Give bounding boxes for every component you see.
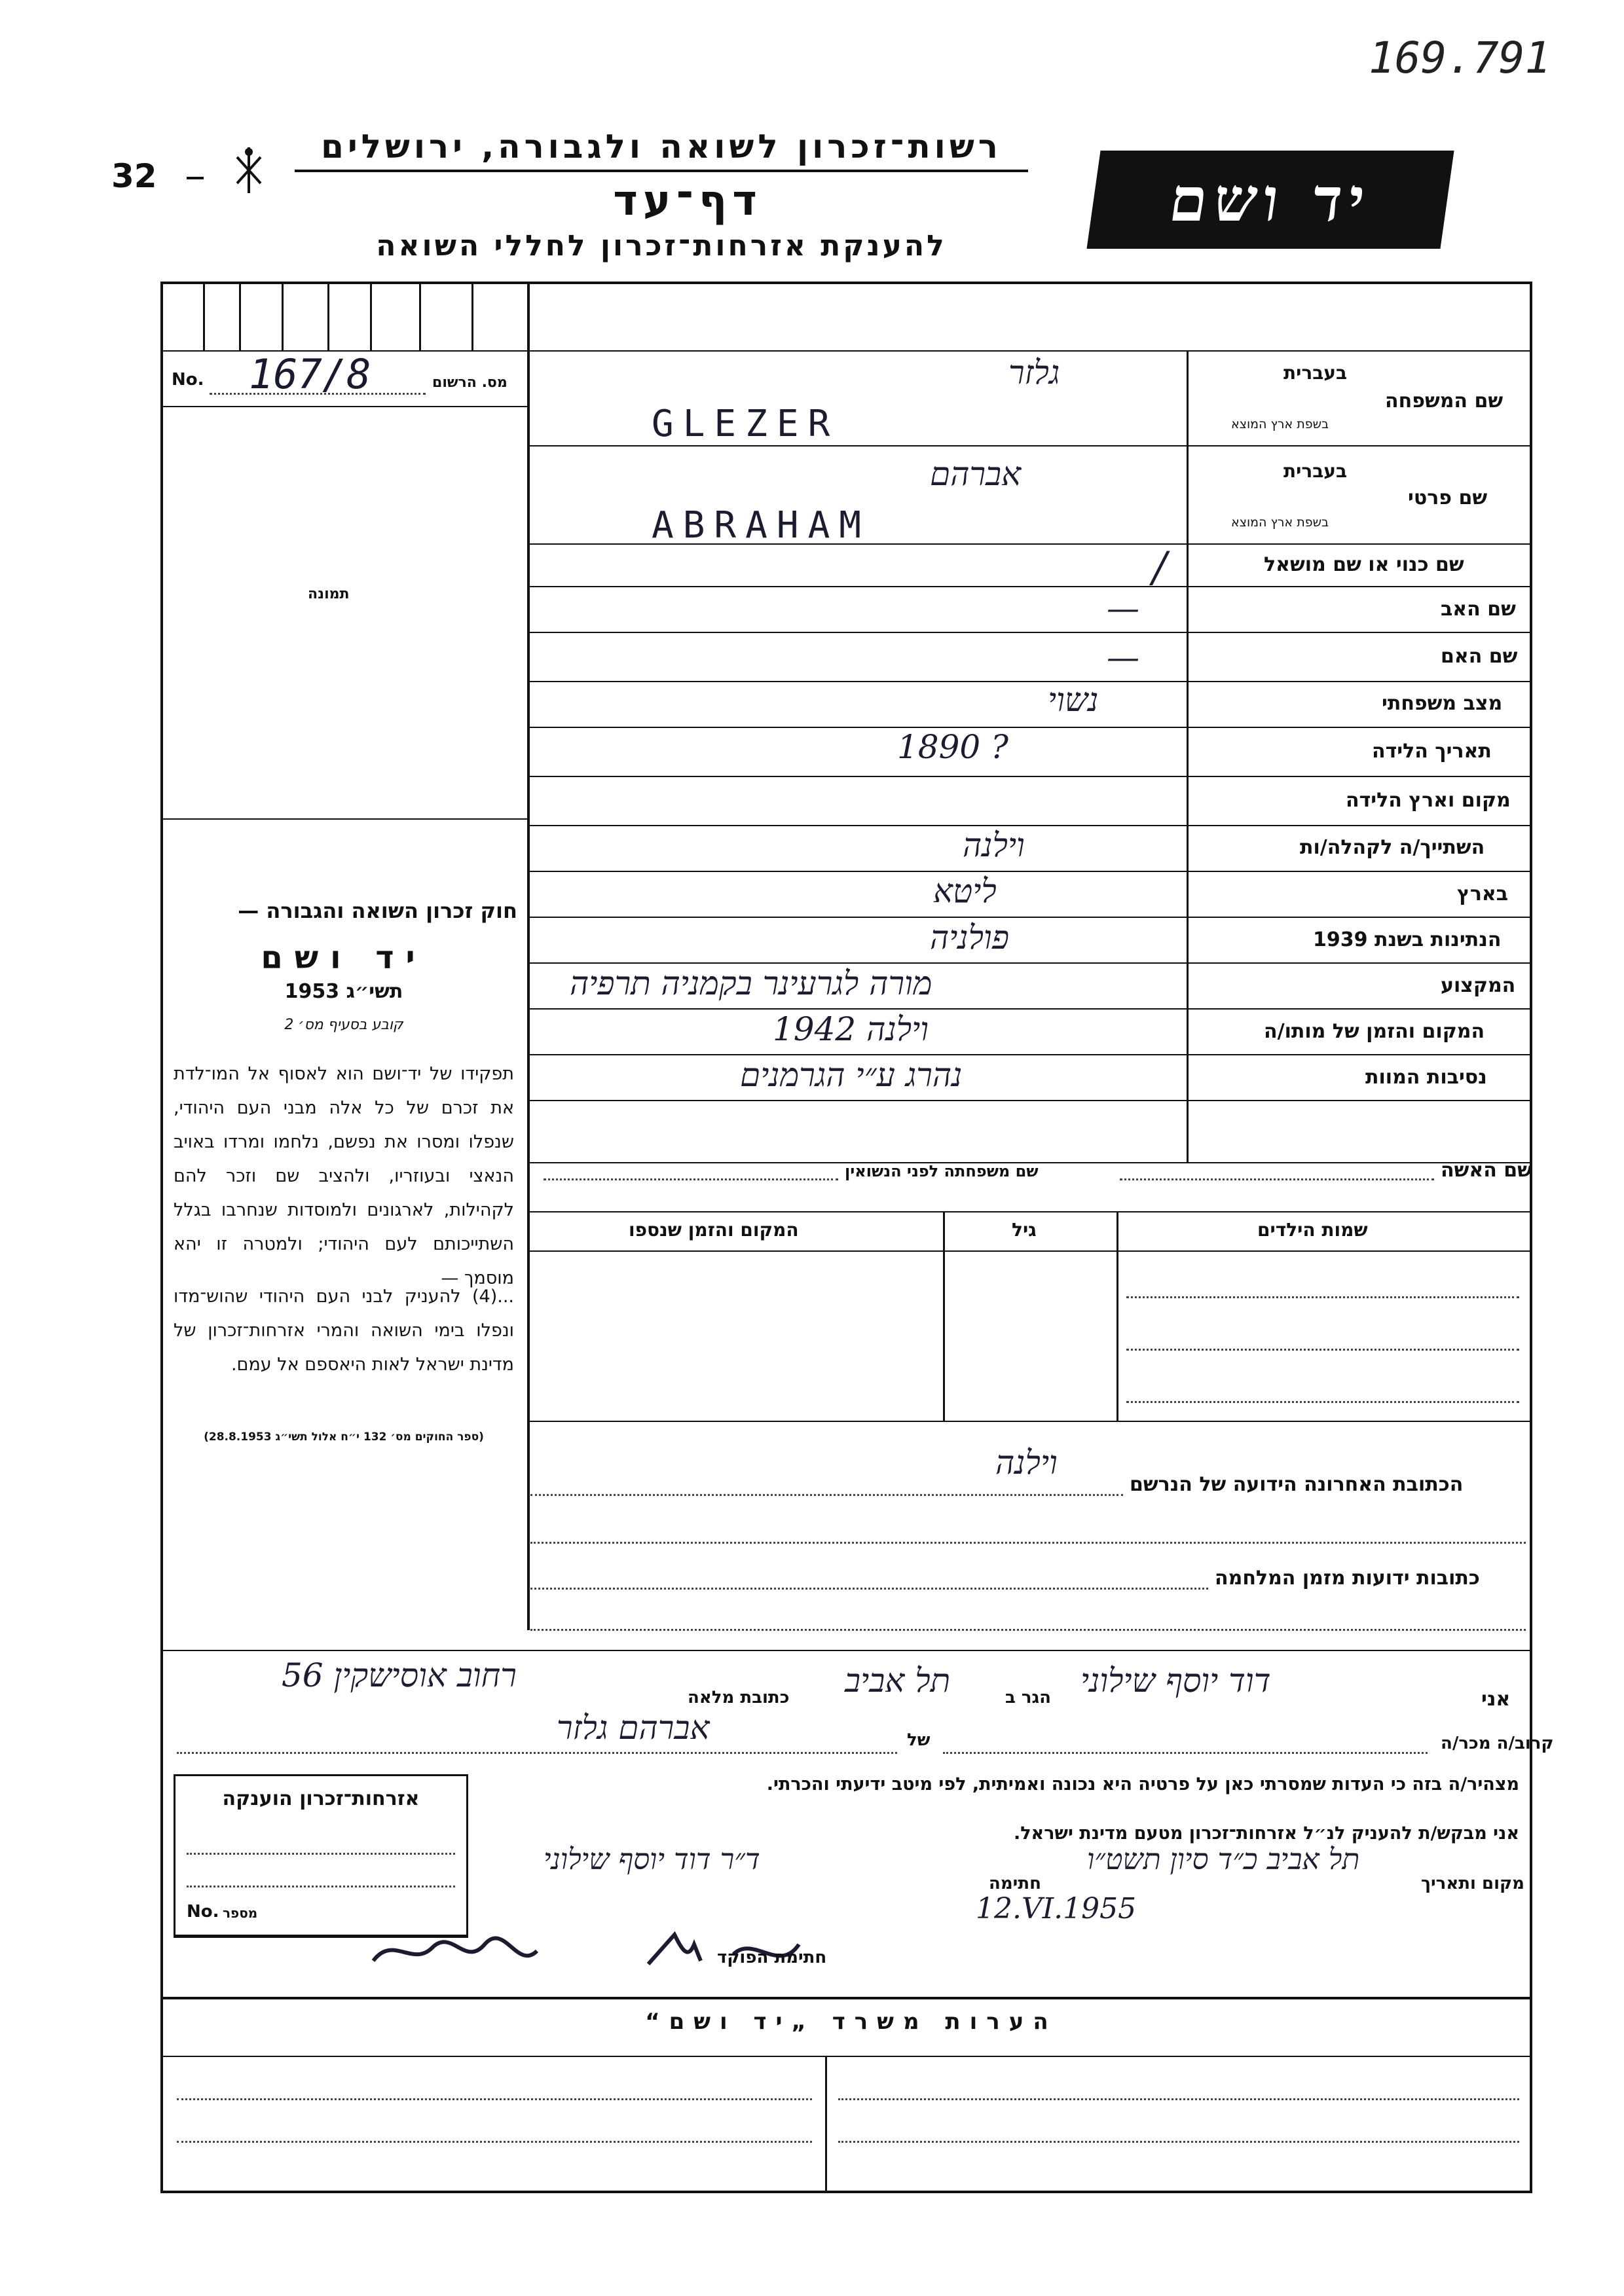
table-row (1126, 1296, 1519, 1298)
birth-date-value: 1890 ? (897, 728, 1008, 766)
marital-status-value: נשוי (1048, 681, 1099, 719)
declaration-text: מצהיר/ה בזה כי העדות שמסרתי כאן על פרטיה היא נכונה ואמיתית, לפי מיטב ידיעתי והכרתי. (766, 1774, 1519, 1795)
of-label: של (907, 1730, 931, 1750)
request-text: אני מבקש/ת להעניק לנ״ל אזרחות־זכרון מטעם מדינת ישראל. (1013, 1823, 1519, 1844)
first-name-latin-value: ABRAHAM (652, 504, 871, 547)
family-name-label: שם המשפחה (1385, 390, 1504, 412)
country-value: ליטא (933, 872, 997, 910)
law-title: חוק זכרון השואה והגבורה — (238, 898, 517, 923)
photo-label: תמונה (308, 586, 350, 602)
birth-date-label: תאריך הלידה (1372, 740, 1492, 763)
signature-label: חתימה (989, 1874, 1041, 1893)
death-place-time-value: וילנה 1942 (773, 1010, 929, 1048)
registration-no-label: No. (172, 370, 204, 390)
declarant-city: תל אביב (845, 1662, 951, 1700)
profession-value: מורה לגרעינר בקמניה תרפיה (570, 964, 932, 1002)
page-mark: 32 (111, 157, 157, 195)
law-source: (ספר החוקים מס׳ 132 י״ח אלול תשי״ג 28.8.1953) (204, 1430, 484, 1444)
community-value: וילנה (963, 826, 1025, 864)
law-name: יד ושם (261, 939, 427, 976)
war-addresses-label: כתובות ידועות מזמן המלחמה (1215, 1567, 1480, 1590)
wife-name-label: שם האשה (1441, 1159, 1532, 1182)
law-year: תשי״ג 1953 (284, 980, 403, 1003)
first-name-label: שם פרטי (1408, 486, 1488, 509)
gregorian-date: 12.VI.1955 (976, 1892, 1137, 1925)
law-paragraph-2: ...(4) להעניק לבני העם היהודי שהוש־מדו ונפלו בימי השואה והמרי אזרחות־זכרון של מדינת ישראל לאות היאספם אל עמם. (174, 1286, 514, 1375)
page-mark-dash (187, 177, 204, 179)
grant-no-label: No. (187, 1902, 219, 1922)
officer-signature-label: חתימת הפוקד (717, 1948, 827, 1967)
grant-num-label: מספר (223, 1905, 258, 1921)
community-label: השתייך/ה לקהלה/ות (1300, 836, 1485, 859)
mother-name-value: — (1107, 638, 1139, 676)
family-name-latin-value: GLEZER (652, 403, 840, 445)
country-label: בארץ (1457, 883, 1509, 905)
mother-name-label: שם האם (1441, 645, 1518, 668)
children-place-time-header: המקום והזמן שנספו (629, 1219, 799, 1241)
registration-label: מס. הרשום (432, 374, 507, 391)
declarant-resides-label: הגר ב (1005, 1688, 1052, 1707)
first-name-hebrew-label: בעברית (1283, 460, 1348, 482)
office-notes-divider (825, 2056, 827, 2193)
birth-place-label: מקום וארץ הלידה (1346, 789, 1511, 812)
star-of-david-stamp-icon (229, 144, 268, 196)
family-name-hebrew-label: בעברית (1283, 362, 1348, 384)
relation-label: קרוב/ה מכר/ה (1441, 1734, 1554, 1753)
form-subtitle: להענקת אזרחות־זכרון לחללי השואה (376, 229, 947, 263)
marital-status-label: מצב משפחתי (1382, 692, 1503, 715)
profession-label: המקצוע (1441, 974, 1516, 997)
wife-maiden-name-label: שם משפחתה לפני הנשואין (845, 1162, 1039, 1180)
children-age-header: גיל (1012, 1219, 1037, 1241)
law-paragraph-1: תפקידו של יד־ושם הוא לאסוף אל המו־לדת את זכרם של כל אלה מבני העם היהודי, שנפלו ומסרו את נפשם, נלחמו ומרדו באויב הנאצי ובעוזריו, ולהציב שם וזכר להם לקהילות, לארגונים ולמוסדות שנחרבו בגלל השתייכותם לעם היהודי; ולמטרה זו יהא מוסמך — (174, 1064, 514, 1288)
first-name-origin-label: בשפת ארץ המוצא (1231, 515, 1329, 530)
table-row (1126, 1401, 1519, 1403)
citizenship-label: הנתינות בשנת 1939 (1313, 928, 1502, 951)
family-name-hebrew-value: גלזר (1008, 354, 1060, 392)
death-place-time-label: המקום והזמן של מותו/ה (1264, 1020, 1485, 1043)
registration-number: 167/8 (249, 350, 371, 398)
form-title: דף־עד (613, 177, 762, 225)
table-row (1126, 1349, 1519, 1351)
declarant-name: דוד יוסף שילוני (1080, 1662, 1271, 1700)
left-column-divider (527, 282, 530, 1630)
authority-title: רשות־זכרון לשואה ולגבורה, ירושלים (295, 128, 1028, 172)
declarant-i-label: אני (1481, 1688, 1511, 1711)
corner-archive-number: 169.791 (1369, 33, 1551, 83)
father-name-value: — (1107, 589, 1139, 627)
office-notes-title: הערות משרד „יד ושם“ (645, 2009, 1058, 2035)
place-date-label: מקום ותאריך (1421, 1874, 1524, 1893)
law-clause: קובע בסעיף מס׳ 2 (284, 1017, 403, 1033)
family-name-origin-label: בשפת ארץ המוצא (1231, 417, 1329, 431)
last-address-value: וילנה (995, 1444, 1058, 1482)
last-address-label: הכתובת האחרונה הידועה של הנרשם (1130, 1473, 1464, 1496)
full-address-label: כתובת מלאה (688, 1688, 790, 1707)
children-names-header: שמות הילדים (1257, 1219, 1368, 1241)
grant-box-title: אזרחות־זכרון הוענקה (222, 1787, 420, 1810)
declarant-address: רחוב אוסישקין 56 (282, 1656, 517, 1694)
label-column-divider (1187, 350, 1189, 1162)
nickname-label: שם כנוי או שם מושאל (1264, 553, 1464, 576)
death-circumstances-label: נסיבות המוות (1365, 1066, 1487, 1089)
first-name-hebrew-value: אברהם (930, 455, 1022, 493)
nickname-value: / (1153, 543, 1167, 592)
place-date-value: תל אביב כ״ד סיון תשט״ו (1087, 1843, 1360, 1876)
citizenship-value: פולניה (930, 919, 1010, 957)
relation-of-name: אברהם גלזר (557, 1709, 710, 1747)
declarant-signature: ד״ר דוד יוסף שילוני (544, 1843, 760, 1876)
death-circumstances-value: נהרג ע״י הגרמנים (740, 1056, 963, 1094)
father-name-label: שם האב (1441, 598, 1516, 621)
yad-vashem-logo: יד ושם (1086, 151, 1454, 249)
